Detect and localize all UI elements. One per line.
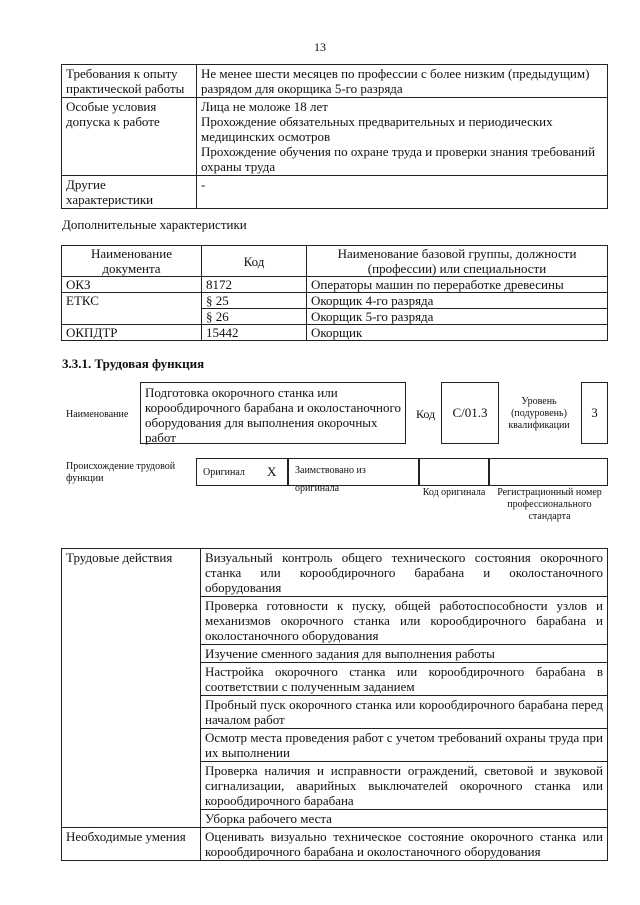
- cell-name: Операторы машин по переработке древесины: [307, 277, 608, 293]
- action-item: Проверка готовности к пуску, общей работоспособности узлов и механизмов окорочного станка или корообдирочного барабана и околостаночного оборудования: [201, 597, 608, 645]
- action-item: Проверка наличия и исправности ограждений, световой и звуковой сигнализации, аварийных выключателей окорочного станка или корообдирочного барабана: [201, 762, 608, 810]
- row-value: Не менее шести месяцев по профессии с более низким (предыдущим) разрядом для окорщика 5-го разряда: [197, 65, 608, 98]
- table-row: [62, 549, 608, 597]
- cell-code: § 25: [202, 293, 307, 309]
- code-original-caption: Код оригинала: [422, 487, 486, 498]
- action-item: Пробный пуск окорочного станка или корообдирочного барабана перед началом работ: [201, 696, 608, 729]
- table-row: [62, 176, 608, 209]
- table-row: [62, 277, 608, 293]
- table-row: [62, 293, 608, 309]
- page-number: 13: [314, 40, 326, 54]
- row-label: Особые условия допуска к работе: [62, 98, 197, 176]
- table-header-row: [62, 246, 608, 277]
- table-row: [62, 98, 608, 176]
- borrowed-box: [288, 458, 419, 494]
- table-row: [62, 325, 608, 341]
- row-value: -: [197, 176, 608, 209]
- column-header: Наименование документа: [62, 246, 202, 277]
- value-line: Прохождение обязательных предварительных и периодических медицинских осмотров: [201, 114, 553, 144]
- row-label: Требования к опыту практической работы: [62, 65, 197, 98]
- action-item: Визуальный контроль общего технического состояния окорочного станка или корообдирочного барабана и околостаночного оборудования: [201, 549, 608, 597]
- origin-label: Происхождение трудовой функции: [66, 461, 176, 484]
- function-code: С/01.3: [452, 405, 488, 420]
- cell-name: Окорщик: [307, 325, 608, 341]
- column-header: Код: [202, 246, 307, 277]
- reg-number-caption: Регистрационный номер профессионального стандарта: [497, 487, 602, 522]
- cell-name: Окорщик 4-го разряда: [307, 293, 608, 309]
- level-box: [581, 382, 608, 444]
- level-value: 3: [591, 405, 598, 420]
- reg-number-box: [489, 458, 608, 486]
- original-label: Оригинал: [203, 467, 245, 478]
- action-item: Настройка окорочного станка или корообдирочного барабана в соответствии с полученным заданием: [201, 663, 608, 696]
- skill-item: Оценивать визуально техническое состояние окорочного станка или корообдирочного барабана и околостаночного оборудования: [201, 828, 608, 861]
- row-value: [197, 98, 608, 176]
- section-heading: 3.3.1. Трудовая функция: [62, 356, 205, 371]
- action-item: Уборка рабочего места: [201, 810, 608, 828]
- cell-doc: ОКЗ: [62, 277, 202, 293]
- borrowed-label: Заимствовано из оригинала: [295, 465, 366, 494]
- value-line: Прохождение обучения по охране труда и проверки знания требований охраны труда: [201, 144, 596, 174]
- actions-table: [61, 548, 608, 861]
- function-name-box: [140, 382, 406, 444]
- original-box: [196, 458, 288, 486]
- code-original-box: [419, 458, 489, 486]
- skills-label: Необходимые умения: [62, 828, 201, 861]
- cell-name: Окорщик 5-го разряда: [307, 309, 608, 325]
- cell-doc: ЕТКС: [62, 293, 202, 325]
- cell-code: § 26: [202, 309, 307, 325]
- function-name: Подготовка окорочного станка или корообдирочного барабана и околостаночного оборудования для выполнения окорочных работ: [145, 385, 401, 445]
- action-item: Осмотр места проведения работ с учетом требований охраны труда при их выполнении: [201, 729, 608, 762]
- name-label: Наименование: [66, 409, 129, 420]
- row-label: Другие характеристики: [62, 176, 197, 209]
- cell-code: 8172: [202, 277, 307, 293]
- column-header: Наименование базовой группы, должности (профессии) или специальности: [307, 246, 608, 277]
- function-code-box: [441, 382, 499, 444]
- cell-doc: ОКПДТР: [62, 325, 202, 341]
- additional-table: [61, 245, 608, 341]
- level-label: Уровень (подуровень) квалификации: [508, 396, 570, 431]
- section-caption: Дополнительные характеристики: [62, 217, 247, 232]
- requirements-table: [61, 64, 608, 209]
- cell-code: 15442: [202, 325, 307, 341]
- action-item: Изучение сменного задания для выполнения работы: [201, 645, 608, 663]
- table-row: [62, 65, 608, 98]
- table-row: [62, 828, 608, 861]
- actions-label: Трудовые действия: [62, 549, 201, 828]
- original-mark: Х: [267, 464, 277, 479]
- value-line: Лица не моложе 18 лет: [201, 99, 328, 114]
- code-label: Код: [416, 407, 436, 421]
